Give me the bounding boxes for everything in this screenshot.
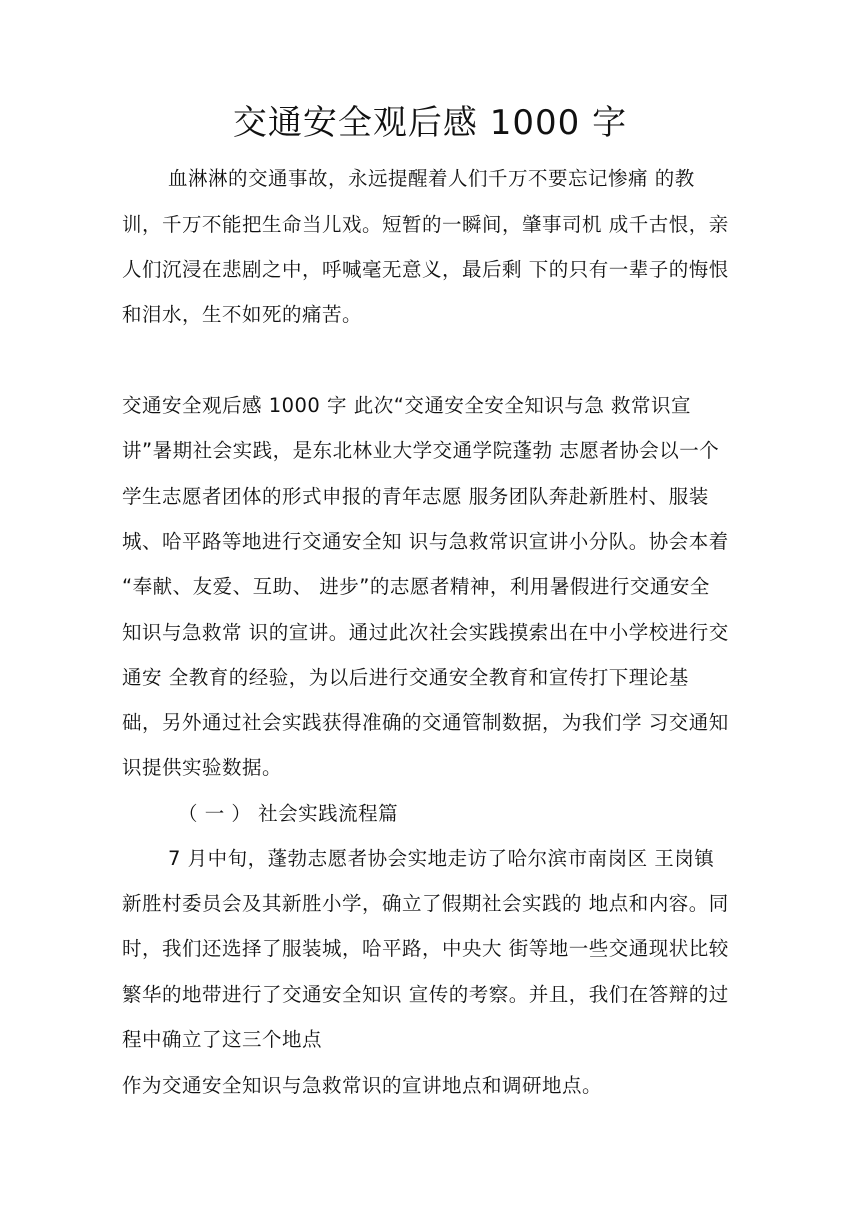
overview-line-7: 通安 全教育的经验，为以后进行交通安全教育和宣传打下理论基 — [122, 666, 689, 689]
process-line-2: 新胜村委员会及其新胜小学，确立了假期社会实践的 地点和内容。同 — [122, 892, 729, 915]
process-line-4: 繁华的地带进行了交通安全知识 宣传的考察。并且，我们在答辩的过 — [122, 983, 729, 1006]
process-line-3: 时，我们还选择了服装城，哈平路，中央大 街等地一些交通现状比较 — [122, 937, 729, 960]
process-line-5: 程中确立了这三个地点 — [122, 1028, 323, 1051]
process-line-6: 作为交通安全知识与急救常识的宣讲地点和调研地点。 — [122, 1074, 603, 1097]
overview-line-6: 知识与急救常 识的宣讲。通过此次社会实践摸索出在中小学校进行交 — [122, 621, 729, 644]
overview-line-3: 学生志愿者团体的形式申报的青年志愿 服务团队奔赴新胜村、服装 — [122, 485, 709, 508]
section-heading: （ 一 ） 社会实践流程篇 — [178, 802, 399, 825]
intro-line-2: 训，千万不能把生命当儿戏。短暂的一瞬间，肇事司机 成千古恨，亲 — [122, 213, 729, 236]
intro-line-1: 血淋淋的交通事故，永远提醒着人们千万不要忘记惨痛 的教 — [168, 167, 695, 190]
overview-line-4: 城、哈平路等地进行交通安全知 识与急救常识宣讲小分队。协会本着 — [122, 530, 729, 553]
overview-line-5: “奉献、友爱、互助、 进步”的志愿者精神，利用暑假进行交通安全 — [122, 575, 710, 598]
overview-line-1: 交通安全观后感 1000 字 此次“交通安全安全知识与急 救常识宣 — [122, 394, 692, 417]
overview-line-2: 讲”暑期社会实践，是东北林业大学交通学院蓬勃 志愿者协会以一个 — [122, 439, 720, 462]
intro-line-4: 和泪水，生不如死的痛苦。 — [122, 303, 363, 326]
overview-line-8: 础，另外通过社会实践获得准确的交通管制数据，为我们学 习交通知 — [122, 711, 729, 734]
process-line-1: 7 月中旬，蓬勃志愿者协会实地走访了哈尔滨市南岗区 王岗镇 — [168, 847, 715, 870]
intro-line-3: 人们沉浸在悲剧之中，呼喊毫无意义，最后剩 下的只有一辈子的悔恨 — [122, 258, 729, 281]
document-title: 交通安全观后感 1000 字 — [232, 103, 628, 143]
overview-line-9: 识提供实验数据。 — [122, 756, 283, 779]
